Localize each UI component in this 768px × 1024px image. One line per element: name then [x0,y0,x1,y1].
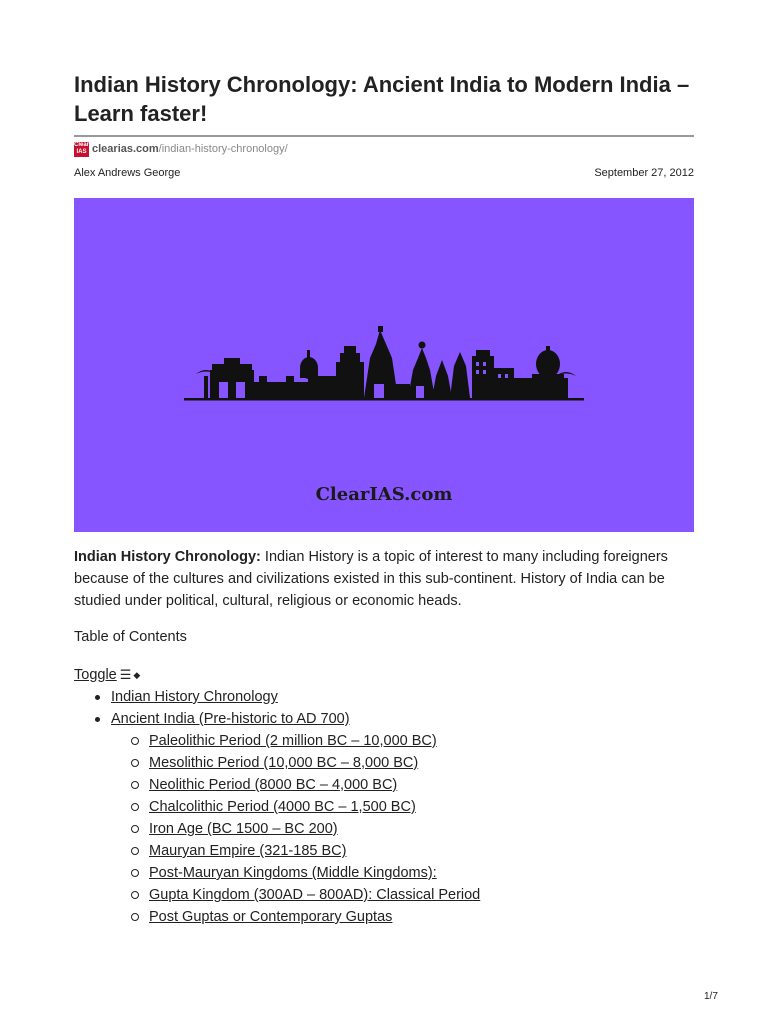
source-domain[interactable]: clearias.com [92,143,159,155]
toc-link[interactable]: Paleolithic Period (2 million BC – 10,000 BC) [149,733,437,749]
author-name: Alex Andrews George [74,167,181,179]
article-title: Indian History Chronology: Ancient India to Modern India – Learn faster! [74,72,690,126]
toc-subitem [74,818,694,840]
title-divider [74,135,694,137]
hero-image [74,198,694,532]
list-icon[interactable]: ☰ [119,667,132,682]
toc-subitem [74,862,694,884]
toc-link[interactable]: Mesolithic Period (10,000 BC – 8,000 BC) [149,755,419,771]
toc-toggle-link[interactable]: Toggle [74,667,117,683]
intro-body: Indian History is a topic of interest to many including foreigners because of the cultures and civilizations existed in this sub-continent. History of India can be studied under political, cultural, religious or economic heads. [74,549,668,609]
toc-link[interactable]: Iron Age (BC 1500 – BC 200) [149,821,338,837]
page-indicator: 1/7 [704,991,718,1002]
toc-list [74,686,694,928]
toc-subitem [74,906,694,928]
toc-link[interactable]: Chalcolithic Period (4000 BC – 1,500 BC) [149,799,416,815]
sort-arrows-icon[interactable]: ◆ [133,669,141,680]
toc-link[interactable]: Ancient India (Pre-historic to AD 700) [111,711,350,727]
toc-item [74,686,694,708]
toc-subitem [74,884,694,906]
source-link[interactable] [74,141,288,157]
brand-wordmark: ClearIAS.com [315,484,453,505]
toc-subitem [74,796,694,818]
toc-link[interactable]: Indian History Chronology [111,689,278,705]
article-meta [74,167,694,179]
toc-link[interactable]: Post Guptas or Contemporary Guptas [149,909,393,925]
intro-paragraph [74,546,704,612]
toc-link[interactable]: Mauryan Empire (321-185 BC) [149,843,347,859]
india-skyline-illustration [74,198,694,532]
source-path[interactable]: /indian-history-chronology/ [158,143,288,155]
toc-link[interactable]: Neolithic Period (8000 BC – 4,000 BC) [149,777,398,793]
toc-link[interactable]: Gupta Kingdom (300AD – 800AD): Classical Period [149,887,481,903]
clearias-favicon-icon: Clear IAS [74,142,90,155]
toc-subitem [74,752,694,774]
toc-toggle[interactable] [74,667,140,683]
toc-subitem [74,774,694,796]
toc-subitem [74,840,694,862]
publish-date: September 27, 2012 [594,167,694,179]
toc-subitem [74,730,694,752]
toc-item [74,708,694,730]
toc-link[interactable]: Post-Mauryan Kingdoms (Middle Kingdoms): [149,865,437,881]
toc-heading: Table of Contents [74,629,187,645]
intro-lead: Indian History Chronology: [74,549,261,565]
